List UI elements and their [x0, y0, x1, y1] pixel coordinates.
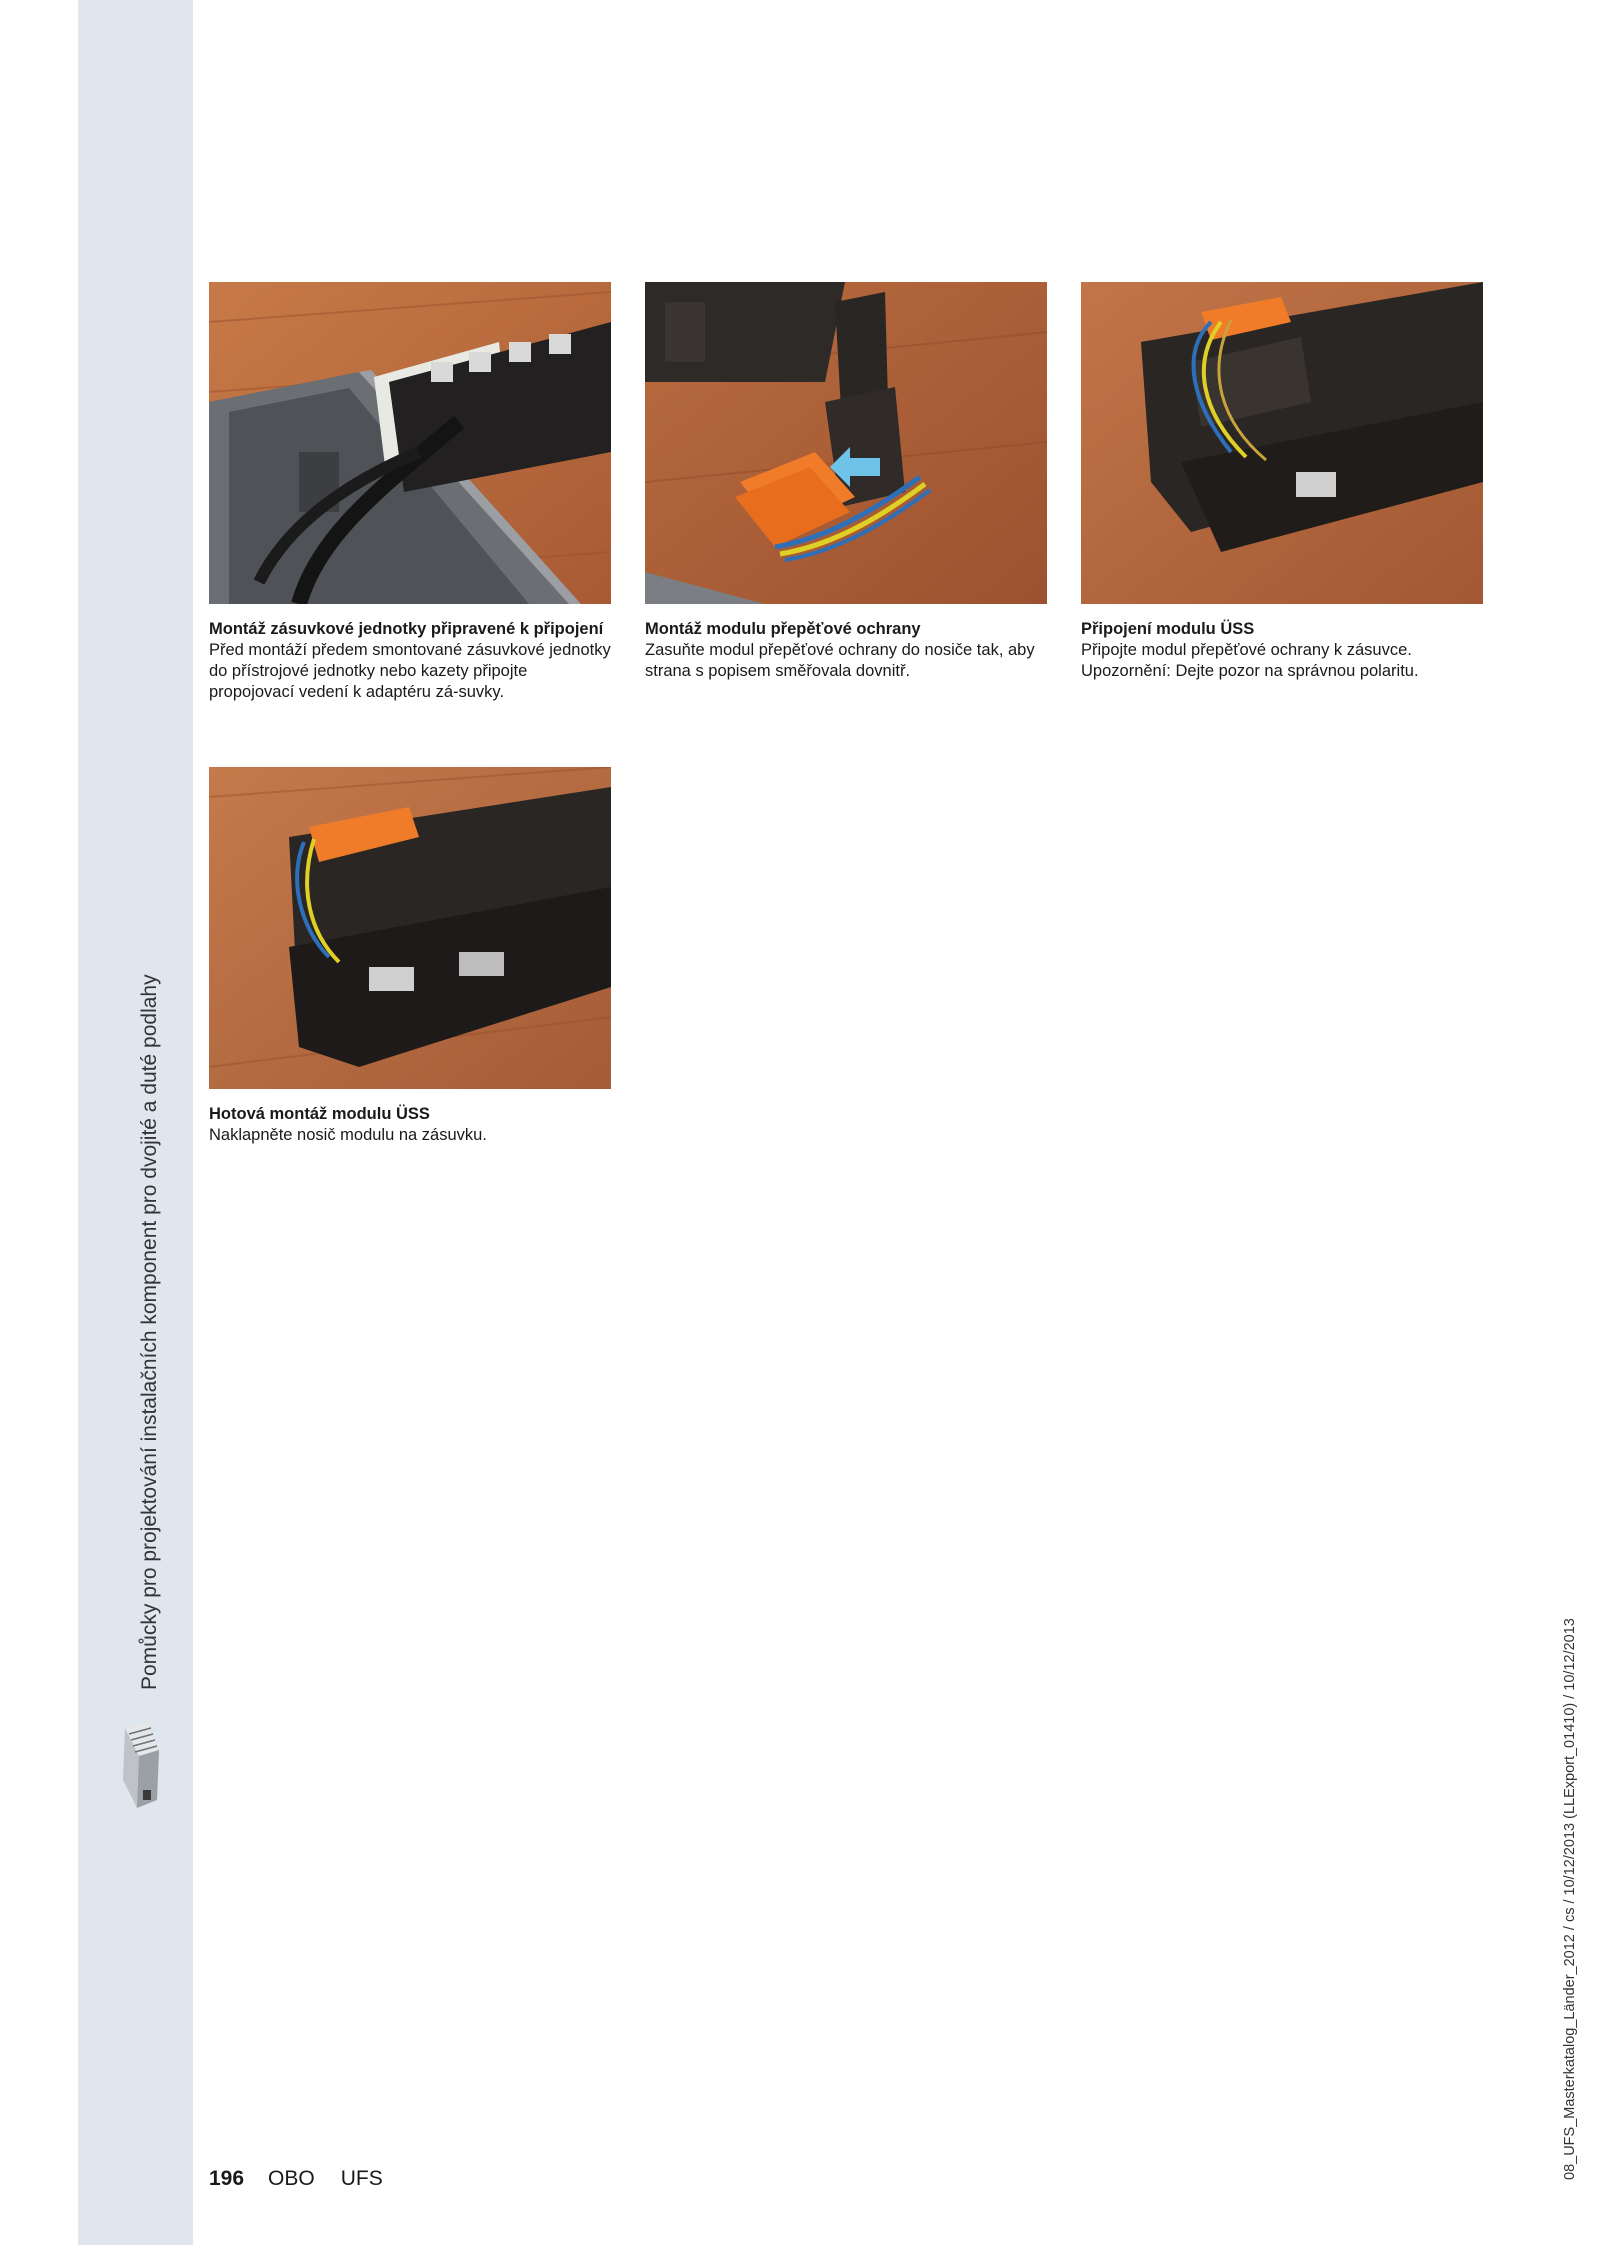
- step-4-body: Naklapněte nosič modulu na zásuvku.: [209, 1126, 487, 1144]
- step-2-title: Montáž modulu přepěťové ochrany: [645, 620, 921, 638]
- page-number: 196: [209, 2167, 245, 2190]
- sidebar-band: [78, 0, 193, 2245]
- step-1-body: Před montáží předem smontované zásuvkové jednotky do přístrojové jednotky nebo kazety připojte propojovací vedení k adaptéru zá-suvky.: [209, 641, 611, 701]
- step-1-photo: [209, 282, 611, 604]
- step-2-caption: [645, 619, 1047, 682]
- step-1: [209, 282, 611, 703]
- step-3-body: Připojte modul přepěťové ochrany k zásuvce. Upozornění: Dejte pozor na správnou polaritu.: [1081, 641, 1419, 680]
- step-3-title: Připojení modulu ÜSS: [1081, 620, 1255, 638]
- floor-box-icon: [117, 1720, 163, 1810]
- step-4-title: Hotová montáž modulu ÜSS: [209, 1105, 430, 1123]
- step-4: [209, 767, 611, 1146]
- step-3-caption: [1081, 619, 1483, 682]
- page-footer: [209, 2167, 383, 2191]
- step-3-photo: [1081, 282, 1483, 604]
- step-4-photo: [209, 767, 611, 1089]
- export-info: 08_UFS_Masterkatalog_Länder_2012 / cs / 10/12/2013 (LLExport_01410) / 10/12/2013: [1562, 1618, 1578, 2180]
- step-1-title: Montáž zásuvkové jednotky připravené k připojení: [209, 620, 604, 638]
- step-1-caption: [209, 619, 611, 703]
- step-2: [645, 282, 1047, 682]
- step-2-body: Zasuňte modul přepěťové ochrany do nosiče tak, aby strana s popisem směřovala dovnitř.: [645, 641, 1035, 680]
- footer-brand: OBO: [268, 2167, 315, 2190]
- step-2-photo: [645, 282, 1047, 604]
- sidebar-title: Pomůcky pro projektování instalačních komponent pro dvojité a duté podlahy: [138, 974, 161, 1690]
- step-3: [1081, 282, 1483, 682]
- footer-section: UFS: [340, 2167, 383, 2190]
- step-4-caption: [209, 1104, 611, 1146]
